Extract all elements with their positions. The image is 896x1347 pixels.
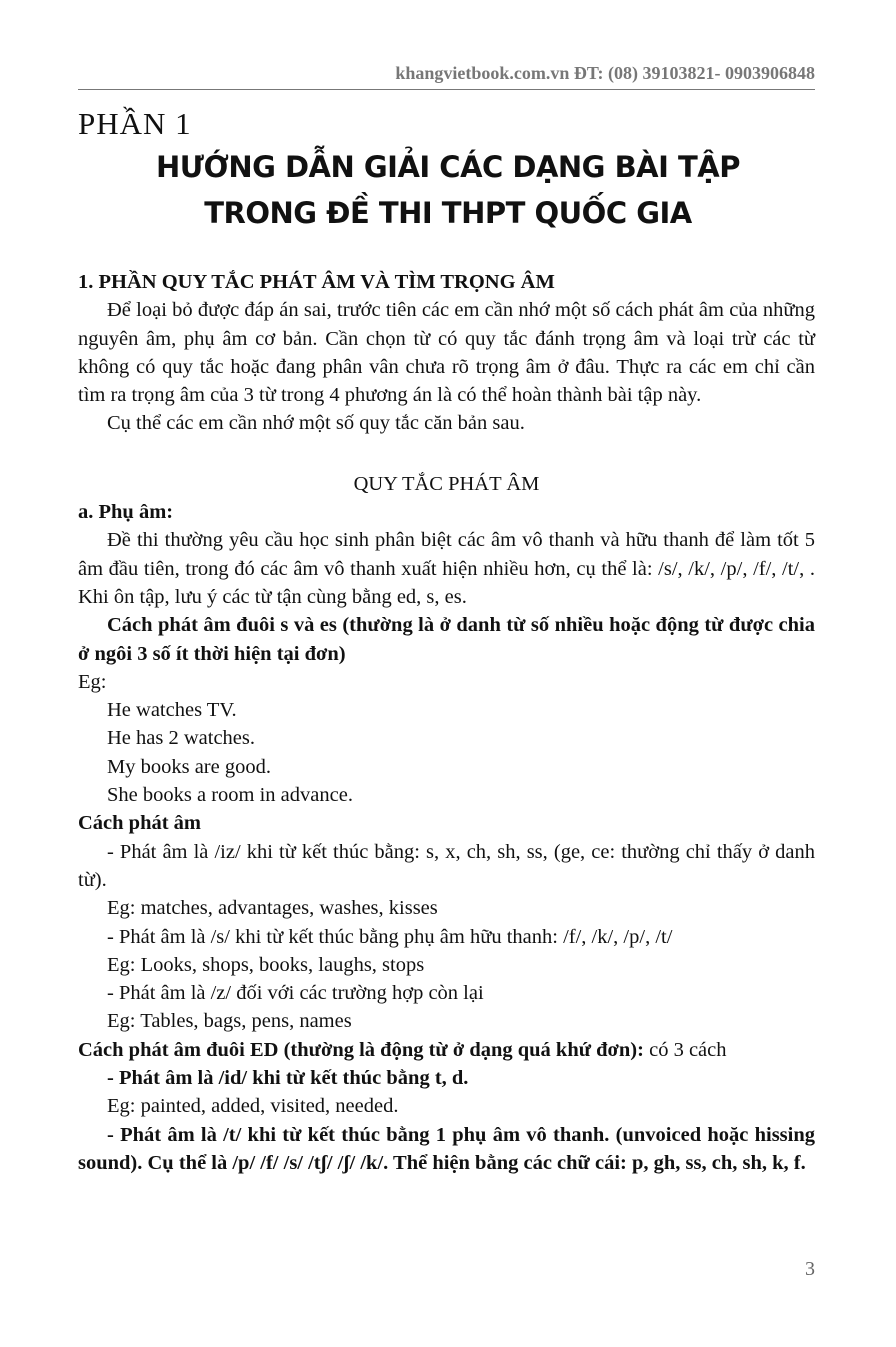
subheading-consonants: a. Phụ âm: <box>78 501 174 524</box>
bullet-item: - Phát âm là /iz/ khi từ kết thúc bằng: s, x, ch, sh, ss, (ge, ce: thường chỉ thấy ở danh từ). <box>78 840 815 891</box>
paragraph: Để loại bỏ được đáp án sai, trước tiên các em cần nhớ một số cách phát âm của những nguyên âm, phụ âm cơ bản. Cần chọn từ có quy tắc đánh trọng âm và loại trừ các từ không có quy tắc hoặc đang phân vân chưa rõ trọng âm ở đâu. Thực ra các em chỉ cần tìm ra trọng âm của 3 từ trong 4 phương án là có thể hoàn thành bài tập này. <box>78 299 815 407</box>
header-rule <box>78 89 815 90</box>
example-line: He has 2 watches. <box>107 727 256 750</box>
section-heading: 1. PHẦN QUY TẮC PHÁT ÂM VÀ TÌM TRỌNG ÂM <box>78 271 555 293</box>
subheading-ed-bold: Cách phát âm đuôi ED (thường là động từ ở dạng quá khứ đơn): <box>78 1038 644 1061</box>
page-number: 3 <box>805 1258 815 1280</box>
subheading-ed <box>78 1036 815 1064</box>
running-header: khangvietbook.com.vn ĐT: (08) 39103821- 0903906848 <box>395 63 815 83</box>
body-text <box>78 268 815 1177</box>
example-line: Eg: painted, added, visited, needed. <box>107 1095 399 1118</box>
example-line: She books a room in advance. <box>107 784 353 807</box>
bullet-item: - Phát âm là /z/ đối với các trường hợp còn lại <box>107 982 484 1005</box>
title-line-1: HƯỚNG DẪN GIẢI CÁC DẠNG BÀI TẬP <box>155 150 740 184</box>
bullet-item: - Phát âm là /t/ khi từ kết thúc bằng 1 phụ âm vô thanh. (unvoiced hoặc hissing sound). Cụ thể là /p/ /f/ /s/ /tʃ/ /ʃ/ /k/. Thể hiện bằng các chữ cái: p, gh, ss, ch, sh, k, f. <box>78 1123 815 1174</box>
paragraph: Đề thi thường yêu cầu học sinh phân biệt các âm vô thanh và hữu thanh để làm tốt 5 âm đầu tiên, trong đó các âm vô thanh xuất hiện nhiều hơn, cụ thể là: /s/, /k/, /p/, /f/, /t/, . Khi ôn tập, lưu ý các từ tận cùng bằng ed, s, es. <box>78 529 815 608</box>
title-line-2: TRONG ĐỀ THI THPT QUỐC GIA <box>204 196 692 230</box>
subheading-rules: QUY TẮC PHÁT ÂM <box>353 472 540 495</box>
example-line: Eg: matches, advantages, washes, kisses <box>107 897 438 920</box>
example-line: Eg: Looks, shops, books, laughs, stops <box>107 953 425 976</box>
example-line: Eg: Tables, bags, pens, names <box>107 1010 352 1033</box>
bullet-item: - Phát âm là /id/ khi từ kết thúc bằng t, d. <box>107 1067 469 1090</box>
subheading: Cách phát âm <box>78 812 202 835</box>
example-label: Eg: <box>78 670 107 693</box>
example-line: He watches TV. <box>107 699 237 722</box>
bold-paragraph: Cách phát âm đuôi s và es (thường là ở danh từ số nhiều hoặc động từ được chia ở ngôi 3 số ít thời hiện tại đơn) <box>78 614 815 665</box>
paragraph: Cụ thể các em cần nhớ một số quy tắc căn bản sau. <box>107 412 525 435</box>
subheading-ed-tail: có 3 cách <box>643 1038 727 1061</box>
part-label: PHẦN 1 <box>78 106 192 141</box>
bullet-item: - Phát âm là /s/ khi từ kết thúc bằng phụ âm hữu thanh: /f/, /k/, /p/, /t/ <box>107 925 673 948</box>
example-line: My books are good. <box>107 755 271 778</box>
